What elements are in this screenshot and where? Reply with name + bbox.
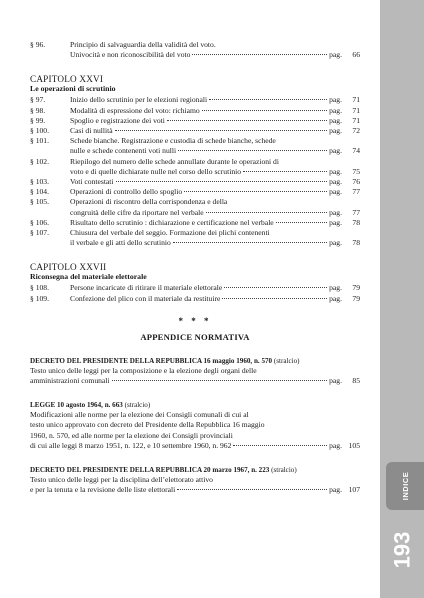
dot-leader (173, 242, 327, 243)
decree-block (30, 465, 360, 495)
appendix-decrees (30, 356, 360, 496)
entry-body (70, 136, 360, 156)
entry-text: Operazioni di riscontro della corrispondenza e della (70, 197, 228, 207)
dot-leader (178, 150, 327, 151)
section-separator: * * * (178, 315, 212, 326)
section-number: § 98. (30, 105, 46, 115)
section-number: § 104. (30, 187, 49, 197)
page-label: pag. (329, 50, 342, 60)
dot-leader (222, 298, 327, 299)
entry-text: Testo unico delle leggi per la disciplina dell’elettorato attivo (30, 475, 213, 485)
decree-extract-note: (stralcio) (124, 401, 151, 410)
chapter-subtitle-27: Riconsegna del materiale elettorale (30, 272, 147, 282)
page-ref: 85 (352, 376, 360, 386)
page-label: pag. (329, 95, 342, 105)
toc-line (30, 475, 360, 485)
decree-extract-note: (stralcio) (273, 356, 300, 365)
decree-title: DECRETO DEL PRESIDENTE DELLA REPUBBLICA 20 marzo 1967, n. 223 (30, 466, 270, 475)
page-label: pag. (329, 440, 342, 450)
entry-text: Schede bianche. Registrazione e custodia di schede bianche, schede (70, 136, 276, 146)
toc-line-with-page (70, 146, 360, 156)
decree-heading (30, 400, 360, 410)
page-label: pag. (329, 207, 342, 217)
page-number (380, 515, 424, 585)
toc-entry (30, 283, 360, 293)
entry-text: il verbale e gli atti dello scrutinio (70, 238, 171, 248)
page-ref: 77 (352, 207, 360, 217)
entry-text: Chiusura del verbale del seggio. Formazione dei plichi contenenti (70, 228, 270, 238)
toc-entry (30, 136, 360, 156)
page-label: pag. (329, 115, 342, 125)
dot-leader (224, 287, 327, 288)
toc-line-with-page (70, 283, 360, 293)
entry-text: Principio di salvaguardia della validità del voto. (70, 40, 216, 49)
section-number: § 100. (30, 126, 49, 136)
section-number: § 102. (30, 156, 49, 166)
toc-line (70, 40, 360, 50)
page-ref: 105 (348, 440, 360, 450)
toc-line-with-page (70, 218, 360, 228)
page-ref: 71 (352, 95, 360, 105)
entry-body (70, 177, 360, 187)
toc-line-with-page (30, 376, 360, 386)
entry-body (70, 187, 360, 197)
toc-line (70, 136, 360, 146)
entry-text: Riepilogo del numero delle schede annullate durante le operazioni di (70, 156, 279, 166)
page-label: pag. (329, 283, 342, 293)
section-number: § 107. (30, 228, 49, 238)
toc-line (70, 157, 360, 167)
toc-line (70, 228, 360, 238)
section-number: § 106. (30, 217, 49, 227)
table-of-contents (30, 40, 360, 495)
entry-body (70, 218, 360, 228)
entry-body (70, 294, 360, 304)
toc-line-with-page (70, 238, 360, 248)
page-ref: 71 (352, 105, 360, 115)
dot-leader (209, 99, 327, 100)
page-ref: 76 (352, 177, 360, 187)
entry-body (70, 95, 360, 105)
entry-text: nulle e schede contenenti voti nulli (70, 146, 177, 156)
decree-description (30, 366, 360, 386)
toc-entry (30, 106, 360, 116)
page-ref: 74 (352, 146, 360, 156)
entry-text: di cui alle leggi 8 marzo 1951, n. 122, e 10 settembre 1960, n. 962 (30, 440, 232, 450)
entry-text: testo unico approvato con decreto del Presidente della Repubblica 16 maggio (30, 420, 265, 430)
page-ref: 75 (352, 166, 360, 176)
chapter-title-27: CAPITOLO XXVII (30, 262, 107, 273)
toc-line-with-page (70, 187, 360, 197)
decree-title: DECRETO DEL PRESIDENTE DELLA REPUBBLICA 16 maggio 1960, n. 570 (30, 356, 273, 365)
toc-line-with-page (70, 208, 360, 218)
entry-text: Spoglio e registrazione dei voti (70, 115, 165, 125)
page-ref: 72 (352, 126, 360, 136)
page-label: pag. (329, 146, 342, 156)
page-ref: 107 (348, 485, 360, 495)
entry-body (70, 197, 360, 217)
dot-leader (112, 380, 328, 381)
index-tab-label: INDICE (400, 471, 410, 501)
page-label: pag. (329, 187, 342, 197)
page-label: pag. (329, 376, 342, 386)
entry-text: amministrazioni comunali (30, 376, 110, 386)
entry-text: Univocità e non riconoscibilità del voto (70, 50, 191, 60)
page-label: pag. (329, 126, 342, 136)
entry-text: Modalità di espressione del voto: richiamo (70, 105, 200, 115)
page-ref: 79 (352, 283, 360, 293)
chapter-title-26: CAPITOLO XXVI (30, 74, 104, 85)
toc-entry (30, 197, 360, 217)
section-number: § 99. (30, 115, 46, 125)
page-ref: 78 (352, 238, 360, 248)
appendix-title: APPENDICE NORMATIVA (140, 331, 250, 342)
entry-body (70, 126, 360, 136)
section-number: § 105. (30, 197, 49, 207)
page-number-text: 193 (389, 531, 414, 569)
section-number: § 97. (30, 95, 46, 105)
entry-body (70, 116, 360, 126)
entry-text: congruità delle cifre da riportare nel verbale (70, 207, 204, 217)
toc-entry (30, 294, 360, 304)
entry-text: Risultato dello scrutinio : dichiarazione e certificazione nel verbale (70, 217, 274, 227)
dot-leader (192, 54, 327, 55)
toc-entry (30, 126, 360, 136)
decree-description (30, 410, 360, 451)
page-label: pag. (329, 485, 342, 495)
dot-leader (184, 191, 327, 192)
entry-text: Confezione del plico con il materiale da restituire (70, 293, 221, 303)
page-label: pag. (329, 105, 342, 115)
toc-line (30, 420, 360, 430)
decree-description (30, 475, 360, 495)
toc-top-entries (30, 40, 360, 60)
dot-leader (202, 110, 327, 111)
decree-extract-note: (stralcio) (271, 466, 297, 475)
toc-line (30, 366, 360, 376)
page-ref: 78 (352, 217, 360, 227)
dot-leader (177, 489, 327, 490)
section-number: § 96. (30, 40, 46, 49)
dot-leader (206, 212, 327, 213)
entry-body (70, 106, 360, 116)
entry-text: 1960, n. 570, ed alle norme per la elezione dei Consigli provinciali (30, 430, 233, 440)
toc-line-with-page (70, 95, 360, 105)
entry-text: voto e di quelle dichiarate nulle nel corso dello scrutinio (70, 166, 242, 176)
entry-text: Operazioni di controllo dello spoglio (70, 187, 183, 197)
page-label: pag. (329, 177, 342, 187)
dot-leader (276, 222, 327, 223)
toc-line-with-page (70, 106, 360, 116)
toc-entry (30, 177, 360, 187)
entry-body (70, 40, 360, 60)
entry-body (70, 283, 360, 293)
chapter-subtitle-26: Le operazioni di scrutinio (30, 84, 116, 94)
page-label: pag. (329, 166, 342, 176)
section-number: § 109. (30, 293, 49, 303)
section-number: § 108. (30, 283, 49, 293)
toc-line-with-page (70, 294, 360, 304)
entry-body (70, 157, 360, 177)
toc-line-with-page (30, 485, 360, 495)
entry-body (70, 228, 360, 248)
toc-entry (30, 40, 360, 60)
entry-text: Persone incaricate di ritirare il materiale elettorale (70, 283, 223, 293)
dot-leader (167, 120, 327, 121)
toc-line-with-page (70, 177, 360, 187)
page-ref: 71 (352, 115, 360, 125)
dot-leader (243, 171, 327, 172)
page-ref: 79 (352, 293, 360, 303)
page-label: pag. (329, 238, 342, 248)
section-number: § 103. (30, 177, 49, 187)
page-label: pag. (329, 217, 342, 227)
toc-line-with-page (30, 441, 360, 451)
toc-entry (30, 157, 360, 177)
toc-line-with-page (70, 126, 360, 136)
toc-entry (30, 116, 360, 126)
entry-text: Inizio dello scrutinio per le elezioni regionali (70, 95, 208, 105)
entry-text: Voti contestati (70, 177, 114, 187)
decree-heading (30, 465, 360, 475)
chapter-26-entries (30, 95, 360, 248)
decree-title: LEGGE 10 agosto 1964, n. 663 (30, 401, 123, 410)
dot-leader (116, 181, 328, 182)
toc-line-with-page (70, 116, 360, 126)
toc-entry (30, 187, 360, 197)
page-label: pag. (329, 293, 342, 303)
entry-text: Modificazioni alle norme per la elezione dei Consigli comunali di cui al (30, 410, 249, 420)
entry-text: Testo unico delle leggi per la composizione e la elezione degli organi delle (30, 365, 257, 375)
chapter-27-entries (30, 283, 360, 303)
toc-entry (30, 228, 360, 248)
toc-line (30, 410, 360, 420)
page-ref: 77 (352, 187, 360, 197)
section-number: § 101. (30, 136, 49, 146)
toc-entry (30, 218, 360, 228)
toc-line-with-page (70, 167, 360, 177)
decree-block (30, 356, 360, 386)
toc-line-with-page (70, 50, 360, 60)
decree-heading (30, 356, 360, 366)
toc-line (70, 197, 360, 207)
toc-entry (30, 95, 360, 105)
entry-text: Casi di nullità (70, 126, 113, 136)
decree-block (30, 400, 360, 451)
page-ref: 66 (352, 50, 360, 60)
entry-text: e per la tenuta e la revisione delle liste elettorali (30, 485, 176, 495)
dot-leader (115, 130, 328, 131)
dot-leader (233, 445, 327, 446)
toc-line (30, 431, 360, 441)
